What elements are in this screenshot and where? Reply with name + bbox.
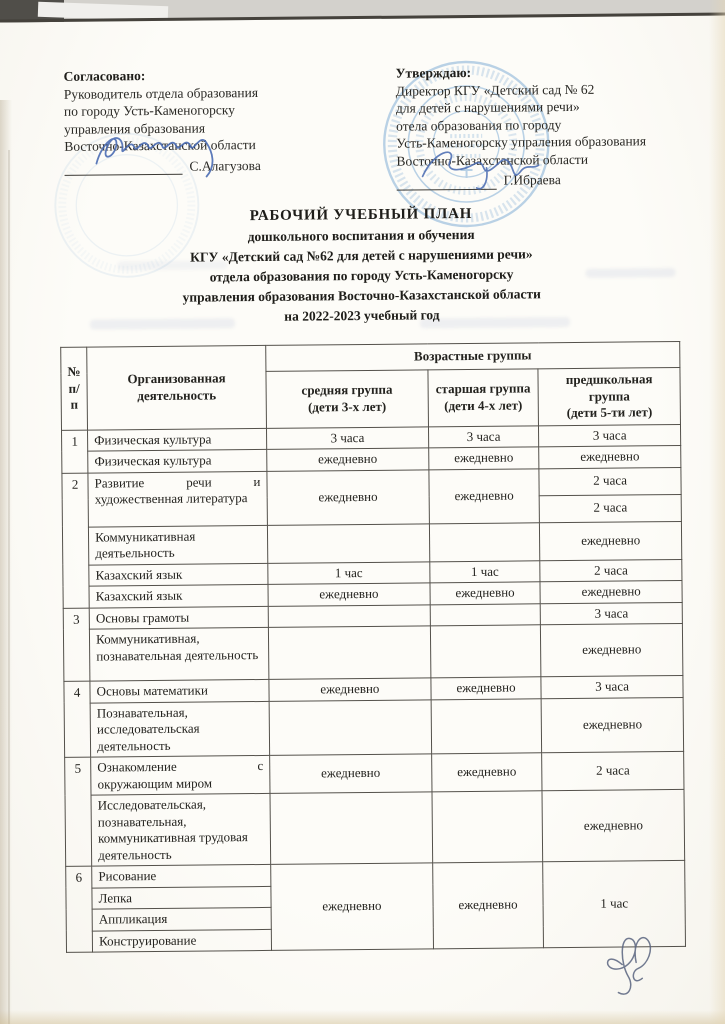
title-line: управления образования Восточно-Казахстанской области — [182, 286, 541, 305]
cell-value: ежедневно — [430, 582, 541, 605]
cell-value: 1 час — [430, 560, 541, 583]
cell-activity: Ознакомление с окружающим миром — [91, 755, 270, 795]
cell-value: ежедневно — [541, 697, 683, 753]
cell-activity: Коммуникативная, познавательная деятельность — [90, 627, 269, 681]
cell-activity: Коммуникативная деятьельность — [89, 525, 268, 565]
handwritten-initials-icon — [592, 928, 671, 1011]
curriculum-table — [60, 341, 686, 953]
cell-activity: Рисование — [92, 864, 271, 887]
table-row — [63, 623, 682, 681]
cell-empty — [431, 698, 542, 754]
title-line: дошкольного воспитания и обучения — [247, 226, 475, 245]
table-row — [64, 697, 683, 757]
paper-sheet — [0, 12, 725, 1024]
cell-value: ежедневно — [268, 583, 430, 606]
header-group-senior: старшая группа (дети 4-х лет) — [428, 369, 539, 427]
cell-activity: Конструирование — [92, 929, 271, 952]
cell-value: 3 часа — [428, 425, 539, 448]
cell-value: 2 часа — [539, 494, 681, 522]
cell-empty — [267, 523, 429, 563]
cell-empty — [429, 522, 540, 561]
cell-value: 3 часа — [539, 424, 681, 447]
cell-activity: Аппликация — [92, 907, 271, 930]
cell-activity: Исследовательская, познавательная, коммуникативная трудовая деятельность — [91, 793, 271, 866]
approval-right-line: Восточно-Казахстанской области — [396, 151, 589, 169]
table-row — [66, 860, 685, 887]
cell-value: ежедневно — [431, 677, 542, 700]
cell-activity: Физическая культура — [88, 449, 267, 472]
title-line: КГУ «Детский сад №62 для детей с нарушениями речи» — [190, 246, 533, 265]
cell-value: ежедневно — [271, 863, 434, 951]
cell-value: 2 часа — [539, 467, 681, 495]
cell-activity: Основы грамоты — [89, 606, 268, 629]
cell-value: 3 часа — [541, 675, 683, 698]
cell-empty — [432, 791, 543, 863]
approval-right-line: отела образования по городу — [396, 116, 562, 134]
cell-empty — [268, 626, 430, 680]
signatory-name: Г.Ибраева — [503, 172, 561, 188]
cell-value: ежедневно — [542, 789, 684, 861]
cell-num: 2 — [62, 473, 89, 608]
cell-value: ежедневно — [428, 447, 539, 470]
cell-empty — [430, 603, 541, 626]
approval-left-line: Руководитель отдела образования — [63, 84, 259, 102]
table-row — [62, 521, 681, 565]
cell-value: ежедневно — [540, 521, 682, 560]
title-line: отдела образования по городу Усть-Каменогорску — [209, 266, 514, 285]
cell-num: 1 — [62, 430, 89, 473]
approval-right-line: Усть-Каменогорску упраления образования — [396, 133, 647, 151]
header-age-groups: Возрастные группы — [266, 341, 680, 371]
table-row — [65, 789, 685, 866]
cell-empty — [430, 625, 541, 678]
cell-activity: Основы математики — [90, 679, 269, 702]
approval-left-line: по городу Усть-Каменогорску — [63, 102, 236, 119]
signatory-name: С.Алагузова — [189, 157, 261, 174]
cell-value: 1 час — [268, 561, 430, 584]
approval-right-heading: Утверждаю: — [395, 64, 472, 81]
header-group-middle: средняя группа (дети 3-х лет) — [266, 370, 428, 428]
cell-value: ежедневно — [270, 754, 432, 794]
cell-value: ежедневно — [431, 753, 542, 792]
cell-value: ежедневно — [432, 862, 543, 949]
cell-value: 1 час — [543, 860, 686, 947]
approval-right-line: для детей с нарушениями речи» — [395, 98, 580, 116]
cell-value: ежедневно — [269, 678, 431, 701]
cell-activity: Казахский язык — [89, 563, 268, 586]
cell-value: 3 часа — [266, 426, 428, 449]
cell-value: ежедневно — [539, 445, 681, 468]
cell-value: ежедневно — [540, 580, 682, 603]
cell-value: ежедневно — [541, 623, 683, 676]
cell-num: 3 — [63, 608, 90, 682]
header-activity: Организованная деятельность — [87, 345, 267, 429]
cell-num: 6 — [66, 866, 93, 952]
cell-activity: Лепка — [92, 886, 271, 909]
cell-empty — [269, 699, 431, 755]
cell-value: 2 часа — [540, 559, 682, 582]
approval-right-line: Директор КГУ «Детский сад № 62 — [395, 81, 595, 99]
title-line: на 2022-2023 учебный год — [284, 307, 440, 324]
document-title — [0, 201, 725, 329]
cell-activity: Познавательная, исследовательская деятельность — [90, 701, 269, 757]
cell-activity: Казахский язык — [89, 584, 268, 607]
cell-activity: Развитие речи и художественная литература — [88, 471, 267, 527]
cell-value: 2 часа — [542, 751, 684, 790]
handwritten-signature-right-icon — [416, 141, 547, 200]
cell-value: ежедневно — [267, 469, 429, 525]
table-row — [65, 751, 684, 795]
cell-value: ежедневно — [429, 468, 540, 523]
handwritten-signature-left-icon — [88, 120, 239, 183]
header-group-preschool: предшкольная группа (дети 5-ти лет) — [538, 367, 680, 425]
approval-left-heading: Согласовано: — [63, 68, 146, 84]
cell-value: ежедневно — [267, 448, 429, 471]
header-num: № п/п — [61, 347, 88, 430]
cell-empty — [268, 604, 430, 627]
approval-left-line: Восточно-Казахстанской области — [64, 137, 256, 154]
cell-value: 3 часа — [540, 602, 682, 625]
title-line: РАБОЧИЙ УЧЕБНЫЙ ПЛАН — [249, 205, 473, 225]
cell-activity: Физическая культура — [88, 428, 267, 451]
cell-empty — [270, 792, 432, 865]
cell-num: 5 — [65, 757, 92, 866]
cell-num: 4 — [64, 681, 91, 757]
approval-left-line: управления образования — [64, 120, 206, 137]
